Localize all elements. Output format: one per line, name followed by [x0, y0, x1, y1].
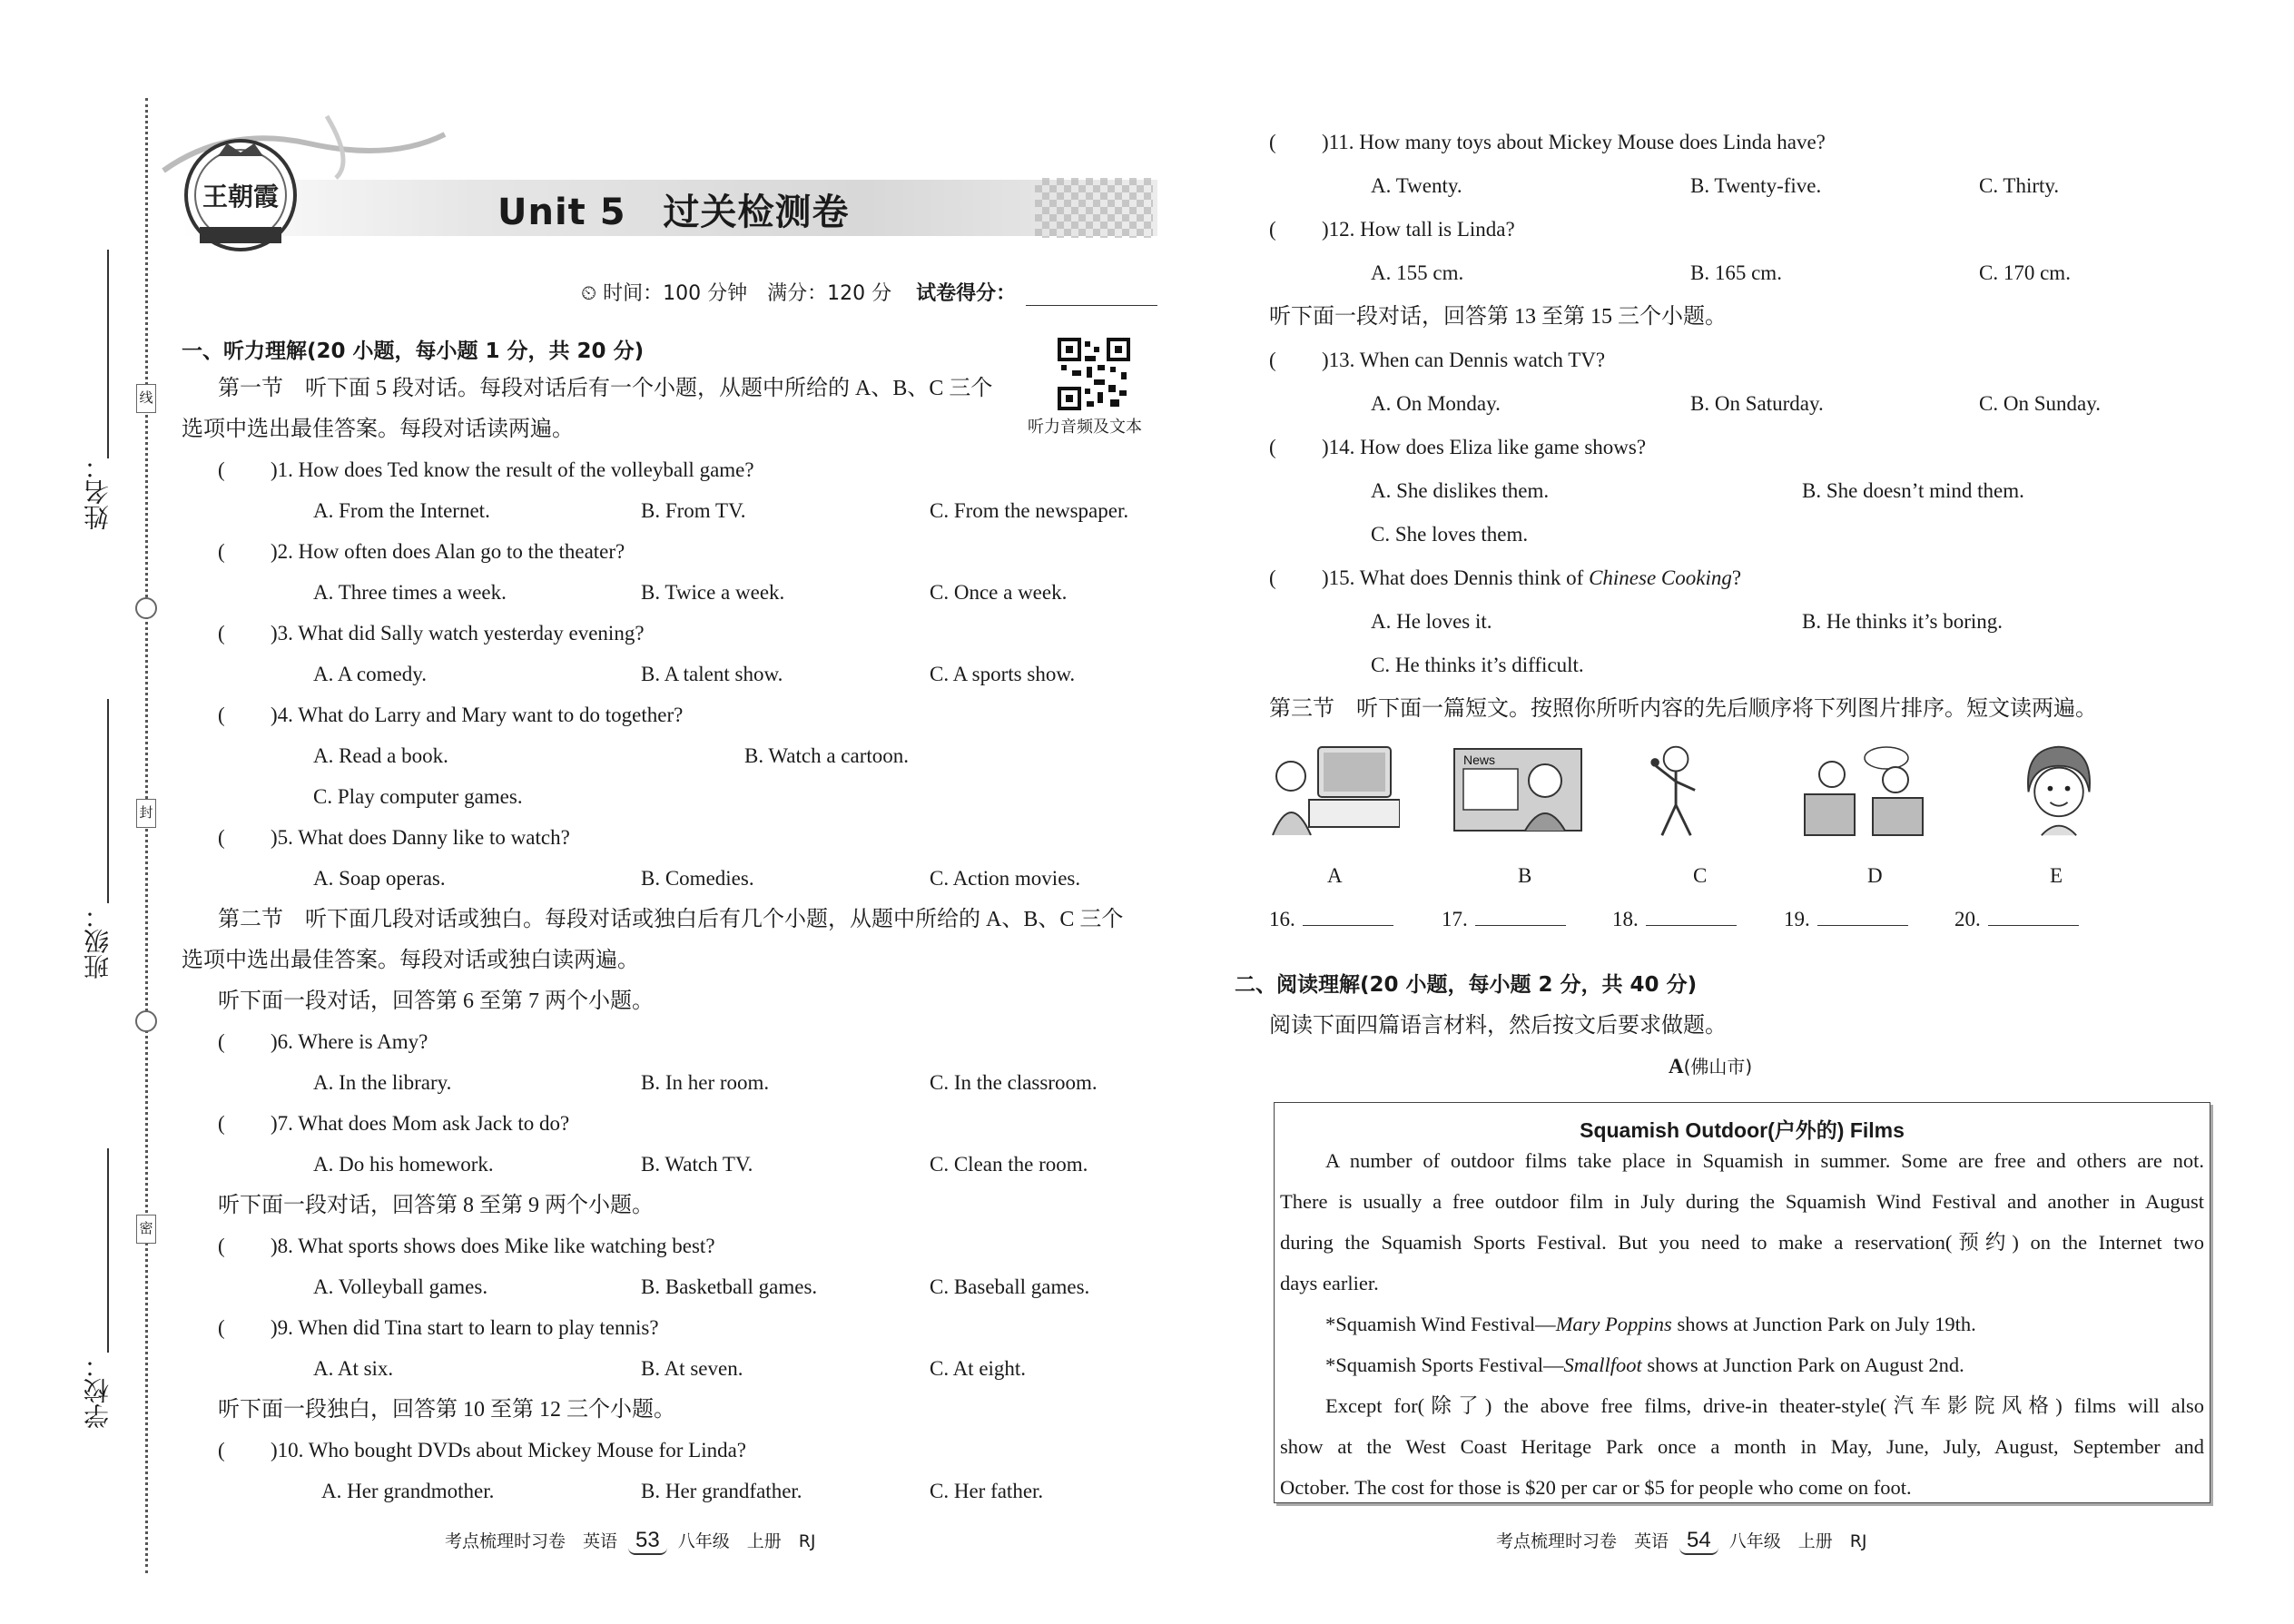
listen-instruction-13-15: 听下面一段对话，回答第 13 至第 15 三个小题。 — [1269, 305, 1727, 329]
picture-a-tv-watching — [1264, 740, 1400, 840]
question-5: ( )5. What does Danny like to watch? — [218, 826, 570, 849]
question-6: ( )6. Where is Amy? — [218, 1030, 428, 1053]
option-14b: B. She doesn’t mind them. — [1802, 479, 2024, 502]
option-13a: A. On Monday. — [1371, 392, 1501, 415]
passage-line: There is usually a free outdoor film in July during the Squamish Wind Festival and another in August — [1280, 1190, 2204, 1213]
option-13c: C. On Sunday. — [1979, 392, 2101, 415]
option-5b: B. Comedies. — [641, 867, 754, 890]
passage-title: Squamish Outdoor(户外的) Films — [1580, 1118, 1905, 1142]
passage-line: October. The cost for those is $20 per car or $5 for people who come on foot. — [1280, 1476, 1912, 1499]
picture-b-news-reporter — [1452, 740, 1584, 840]
option-8b: B. Basketball games. — [641, 1275, 818, 1298]
listen-instruction-8-9: 听下面一段对话，回答第 8 至第 9 两个小题。 — [218, 1194, 654, 1217]
answer-blank-17[interactable]: 17. — [1442, 906, 1566, 933]
score-input-line[interactable] — [1026, 305, 1157, 306]
passage-bullet-2: *Squamish Sports Festival—Smallfoot shows at Junction Park on August 2nd. — [1325, 1353, 1964, 1376]
question-7: ( )7. What does Mom ask Jack to do? — [218, 1112, 570, 1135]
option-11b: B. Twenty-five. — [1690, 174, 1822, 197]
option-1c: C. From the newspaper. — [930, 499, 1129, 522]
option-10b: B. Her grandfather. — [641, 1480, 802, 1502]
passage-line: A number of outdoor films take place in Squamish in summer. Some are free and others are not. — [1325, 1149, 2204, 1172]
checker-decoration — [1035, 178, 1153, 238]
option-9b: B. At seven. — [641, 1357, 743, 1380]
binding-mark: 密 — [136, 1215, 156, 1244]
option-10a: A. Her grandmother. — [321, 1480, 495, 1502]
option-4b: B. Watch a cartoon. — [744, 744, 910, 767]
question-4: ( )4. What do Larry and Mary want to do together? — [218, 704, 684, 726]
qr-caption: 听力音频及文本 — [1028, 418, 1142, 437]
option-2a: A. Three times a week. — [313, 581, 507, 604]
picture-letter-d: D — [1867, 864, 1883, 887]
picture-letter-c: C — [1693, 864, 1708, 887]
option-10c: C. Her father. — [930, 1480, 1044, 1502]
class-write-line[interactable] — [107, 699, 109, 903]
score-label: 试卷得分： — [916, 282, 1017, 305]
page-number: 54 — [1679, 1528, 1718, 1555]
option-7a: A. Do his homework. — [313, 1153, 494, 1176]
clock-icon: ⏲ — [581, 282, 597, 305]
passage-line: show at the West Coast Heritage Park once a month in May, June, July, August, September and — [1280, 1435, 2204, 1458]
option-14c: C. She loves them. — [1371, 523, 1529, 546]
qr-code-icon[interactable] — [1058, 338, 1130, 410]
question-3: ( )3. What did Sally watch yesterday evening? — [218, 622, 645, 645]
option-6a: A. In the library. — [313, 1071, 452, 1094]
exam-info — [581, 278, 1016, 306]
option-7c: C. Clean the room. — [930, 1153, 1088, 1176]
footer-right: 考点梳理时习卷 英语 54 八年级 上册 RJ — [1496, 1528, 1867, 1555]
option-11c: C. Thirty. — [1979, 174, 2060, 197]
option-5c: C. Action movies. — [930, 867, 1081, 890]
answer-blank-19[interactable]: 19. — [1784, 906, 1908, 933]
answer-blank-18[interactable]: 18. — [1612, 906, 1737, 933]
picture-d-two-people-talking — [1796, 740, 1932, 840]
option-12b: B. 165 cm. — [1690, 261, 1782, 284]
footer-left: 考点梳理时习卷 英语 53 八年级 上册 RJ — [445, 1528, 816, 1555]
option-5a: A. Soap operas. — [313, 867, 446, 890]
part1-heading: 一、听力理解(20 小题，每小题 1 分，共 20 分) — [182, 340, 645, 363]
option-6b: B. In her room. — [641, 1071, 770, 1094]
passage-bullet-1: *Squamish Wind Festival—Mary Poppins shows at Junction Park on July 19th. — [1325, 1313, 1976, 1335]
binding-mark: 线 — [136, 384, 156, 413]
picture-letter-e: E — [2050, 864, 2063, 887]
picture-c-singer — [1641, 740, 1714, 840]
passage-line: Except for(除了) the above free films, drive-in theater-style(汽车影院风格) films will also — [1325, 1394, 2204, 1417]
option-6c: C. In the classroom. — [930, 1071, 1098, 1094]
binding-dotted-line — [145, 98, 148, 1573]
option-12a: A. 155 cm. — [1371, 261, 1464, 284]
option-3c: C. A sports show. — [930, 663, 1076, 685]
binding-mark: 封 — [136, 799, 156, 828]
option-15c: C. He thinks it’s difficult. — [1371, 654, 1584, 676]
question-13: ( )13. When can Dennis watch TV? — [1269, 349, 1606, 371]
binding-hole — [135, 1010, 157, 1032]
option-3a: A. A comedy. — [313, 663, 427, 685]
option-4a: A. Read a book. — [313, 744, 448, 767]
option-8c: C. Baseball games. — [930, 1275, 1090, 1298]
question-10: ( )10. Who bought DVDs about Mickey Mouse for Linda? — [218, 1439, 747, 1462]
option-15a: A. He loves it. — [1371, 610, 1492, 633]
option-2b: B. Twice a week. — [641, 581, 785, 604]
option-3b: B. A talent show. — [641, 663, 783, 685]
picture-e-girl-face — [2013, 740, 2104, 840]
option-13b: B. On Saturday. — [1690, 392, 1824, 415]
passage-line: days earlier. — [1280, 1272, 1379, 1294]
picture-letter-b: B — [1518, 864, 1532, 887]
sec1-instruction: 第一节 听下面 5 段对话。每段对话后有一个小题，从题中所给的 A、B、C 三个 — [218, 377, 993, 400]
question-15: ( )15. What does Dennis think of Chinese Cooking? — [1269, 566, 1742, 589]
answer-blank-16[interactable]: 16. — [1269, 906, 1393, 933]
option-1b: B. From TV. — [641, 499, 746, 522]
option-9c: C. At eight. — [930, 1357, 1027, 1380]
picture-letter-a: A — [1327, 864, 1343, 887]
time-info: 时间：100 分钟 满分：120 分 — [603, 282, 892, 305]
option-9a: A. At six. — [313, 1357, 394, 1380]
option-1a: A. From the Internet. — [313, 499, 490, 522]
reading-passage-box — [1274, 1102, 2210, 1503]
class-label: 班级： — [83, 903, 113, 979]
answer-blank-20[interactable]: 20. — [1954, 906, 2079, 933]
sec1-instruction-cont: 选项中选出最佳答案。每段对话读两遍。 — [182, 418, 574, 441]
option-14a: A. She dislikes them. — [1371, 479, 1550, 502]
page-number: 53 — [628, 1528, 667, 1555]
sec3-instruction: 第三节 听下面一篇短文。按照你所听内容的先后顺序将下列图片排序。短文读两遍。 — [1269, 697, 2097, 721]
option-8a: A. Volleyball games. — [313, 1275, 488, 1298]
question-12: ( )12. How tall is Linda? — [1269, 218, 1515, 241]
question-1: ( )1. How does Ted know the result of the volleyball game? — [218, 458, 754, 481]
question-11: ( )11. How many toys about Mickey Mouse does Linda have? — [1269, 131, 1826, 153]
page-title: Unit 5 过关检测卷 — [497, 192, 850, 233]
option-7b: B. Watch TV. — [641, 1153, 753, 1176]
option-15b: B. He thinks it’s boring. — [1802, 610, 2004, 633]
binding-hole — [135, 597, 157, 619]
option-4c: C. Play computer games. — [313, 785, 523, 808]
question-9: ( )9. When did Tina start to learn to play tennis? — [218, 1316, 659, 1339]
sec2-instruction: 第二节 听下面几段对话或独白。每段对话或独白后有几个小题，从题中所给的 A、B、C 三个 — [218, 908, 1124, 931]
school-label: 学校： — [83, 1353, 113, 1429]
school-write-line[interactable] — [107, 1148, 109, 1353]
part2-intro: 阅读下面四篇语言材料，然后按文后要求做题。 — [1269, 1014, 1727, 1038]
part2-heading: 二、阅读理解(20 小题，每小题 2 分，共 40 分) — [1235, 973, 1698, 997]
name-write-line[interactable] — [107, 250, 109, 458]
option-11a: A. Twenty. — [1371, 174, 1462, 197]
logo-text: 王朝霞 — [202, 182, 280, 212]
question-8: ( )8. What sports shows does Mike like watching best? — [218, 1235, 715, 1257]
sec2-instruction-cont: 选项中选出最佳答案。每段对话或独白读两遍。 — [182, 949, 639, 972]
question-14: ( )14. How does Eliza like game shows? — [1269, 436, 1647, 458]
news-label: News — [1463, 753, 1496, 767]
passage-line: during the Squamish Sports Festival. But you need to make a reservation(预约) on the Internet two — [1280, 1231, 2204, 1254]
option-12c: C. 170 cm. — [1979, 261, 2071, 284]
question-2: ( )2. How often does Alan go to the theater? — [218, 540, 625, 563]
listen-instruction-6-7: 听下面一段对话，回答第 6 至第 7 两个小题。 — [218, 989, 654, 1013]
option-2c: C. Once a week. — [930, 581, 1068, 604]
name-label: 姓名： — [83, 454, 113, 530]
listen-instruction-10-12: 听下面一段独白，回答第 10 至第 12 三个小题。 — [218, 1398, 675, 1422]
brand-logo — [182, 136, 300, 254]
passage-label: A(佛山市) — [1669, 1055, 1753, 1078]
